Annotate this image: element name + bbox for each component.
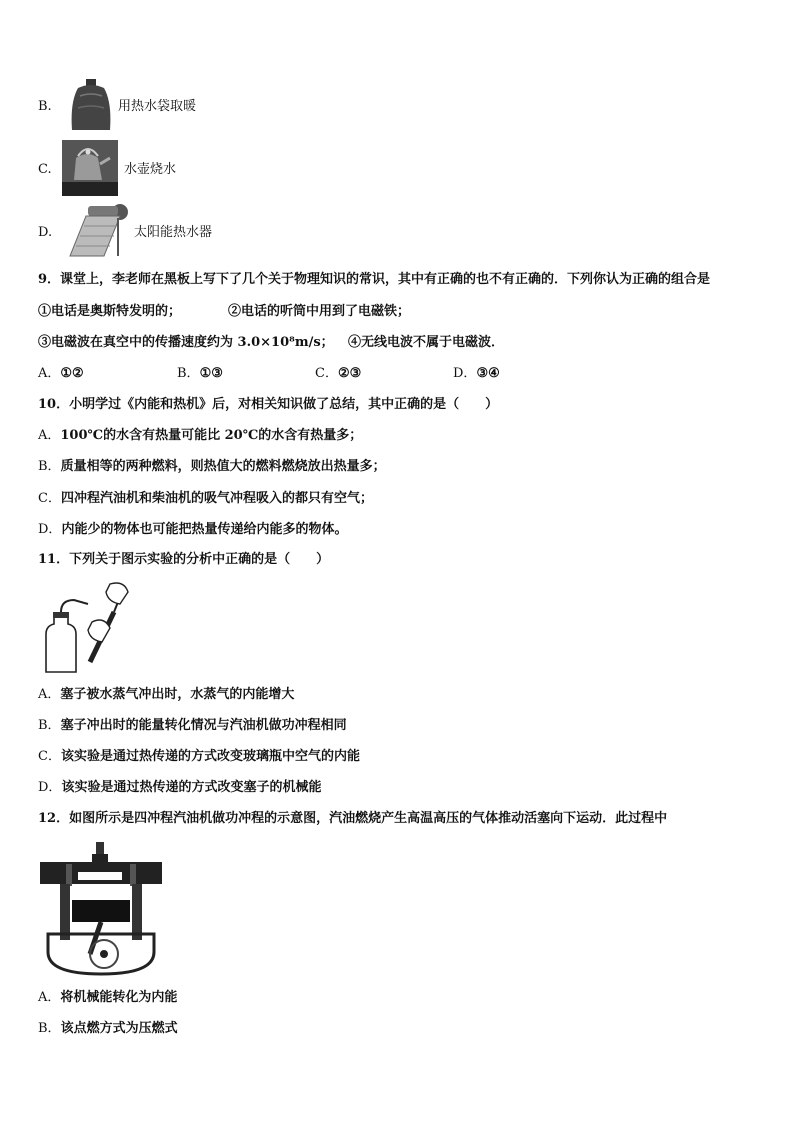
option-text: 水壶烧水 [124, 162, 177, 177]
flask-stopper-experiment-image [40, 582, 130, 674]
option-text: 将机械能转化为内能 [60, 990, 178, 1005]
option-letter: B． [38, 459, 61, 474]
option-letter: D． [38, 522, 62, 537]
option-c [315, 365, 361, 383]
option-text: 塞子冲出时的能量转化情况与汽油机做功冲程相同 [60, 718, 347, 733]
solar-water-heater-image [64, 202, 130, 260]
option-text: ②③ [337, 366, 362, 381]
question-stem: 12．如图所示是四冲程汽油机做功冲程的示意图，汽油燃烧产生高温高压的气体推动活塞向下运动．此过程中 [38, 811, 668, 826]
option-letter: A． [38, 366, 61, 381]
statement-2: ②电话的听筒中用到了电磁铁； [228, 304, 411, 319]
option-text: 100℃的水含有热量可能比 20℃的水含有热量多； [60, 428, 363, 443]
option-text: ①③ [199, 366, 223, 381]
option-a [38, 427, 362, 445]
option-letter: A． [38, 990, 61, 1005]
option-text: 四冲程汽油机和柴油机的吸气冲程吸入的都只有空气； [60, 491, 373, 506]
option-letter: D. [38, 225, 53, 240]
option-letter: C． [315, 366, 338, 381]
option-b [177, 365, 223, 383]
option-b [38, 717, 347, 735]
option-text: 质量相等的两种燃料，则热值大的燃料燃烧放出热量多； [60, 459, 386, 474]
option-letter: C. [38, 162, 52, 177]
question-stem: 10．小明学过《内能和热机》后，对相关知识做了总结，其中正确的是（ ） [38, 397, 499, 412]
option-text: 用热水袋取暖 [118, 99, 197, 114]
question-stem: 11．下列关于图示实验的分析中正确的是（ ） [38, 552, 330, 567]
option-letter: B. [38, 99, 52, 114]
option-c [38, 490, 373, 508]
option-a [38, 686, 294, 704]
option-text: 太阳能热水器 [134, 225, 213, 240]
statement-1: ①电话是奥斯特发明的； [38, 304, 182, 319]
option-b [38, 458, 386, 476]
option-text: ③④ [476, 366, 500, 381]
statement-3: ③电磁波在真空中的传播速度约为 3.0×10⁸m/s； [38, 335, 334, 350]
option-letter: A． [38, 687, 61, 702]
option-letter: C． [38, 749, 61, 764]
option-text: 该实验是通过热传递的方式改变玻璃瓶中空气的内能 [60, 749, 360, 764]
statement-4: ④无线电波不属于电磁波． [348, 335, 505, 350]
option-text: 该点燃方式为压燃式 [60, 1021, 178, 1036]
option-d [38, 779, 321, 797]
option-letter: C． [38, 491, 61, 506]
option-letter: A． [38, 428, 61, 443]
hot-water-bag-image [68, 78, 114, 134]
option-text: 塞子被水蒸气冲出时，水蒸气的内能增大 [60, 687, 295, 702]
engine-power-stroke-image [38, 842, 164, 976]
option-text: 内能少的物体也可能把热量传递给内能多的物体。 [61, 522, 348, 537]
option-d [38, 521, 347, 539]
option-letter: B． [177, 366, 200, 381]
kettle-on-stove-image [62, 140, 118, 196]
option-d [453, 365, 500, 383]
option-text: ①② [60, 366, 84, 381]
option-b [38, 1020, 178, 1038]
option-letter: B． [38, 718, 61, 733]
option-letter: B． [38, 1021, 61, 1036]
option-letter: D． [38, 780, 62, 795]
option-c [38, 748, 360, 766]
option-letter: D． [453, 366, 477, 381]
option-a [38, 365, 84, 383]
option-text: 该实验是通过热传递的方式改变塞子的机械能 [61, 780, 322, 795]
option-a [38, 989, 177, 1007]
question-stem: 9．课堂上，李老师在黑板上写下了几个关于物理知识的常识，其中有正确的也不有正确的．下列你认为正确的组合是 [38, 272, 711, 287]
